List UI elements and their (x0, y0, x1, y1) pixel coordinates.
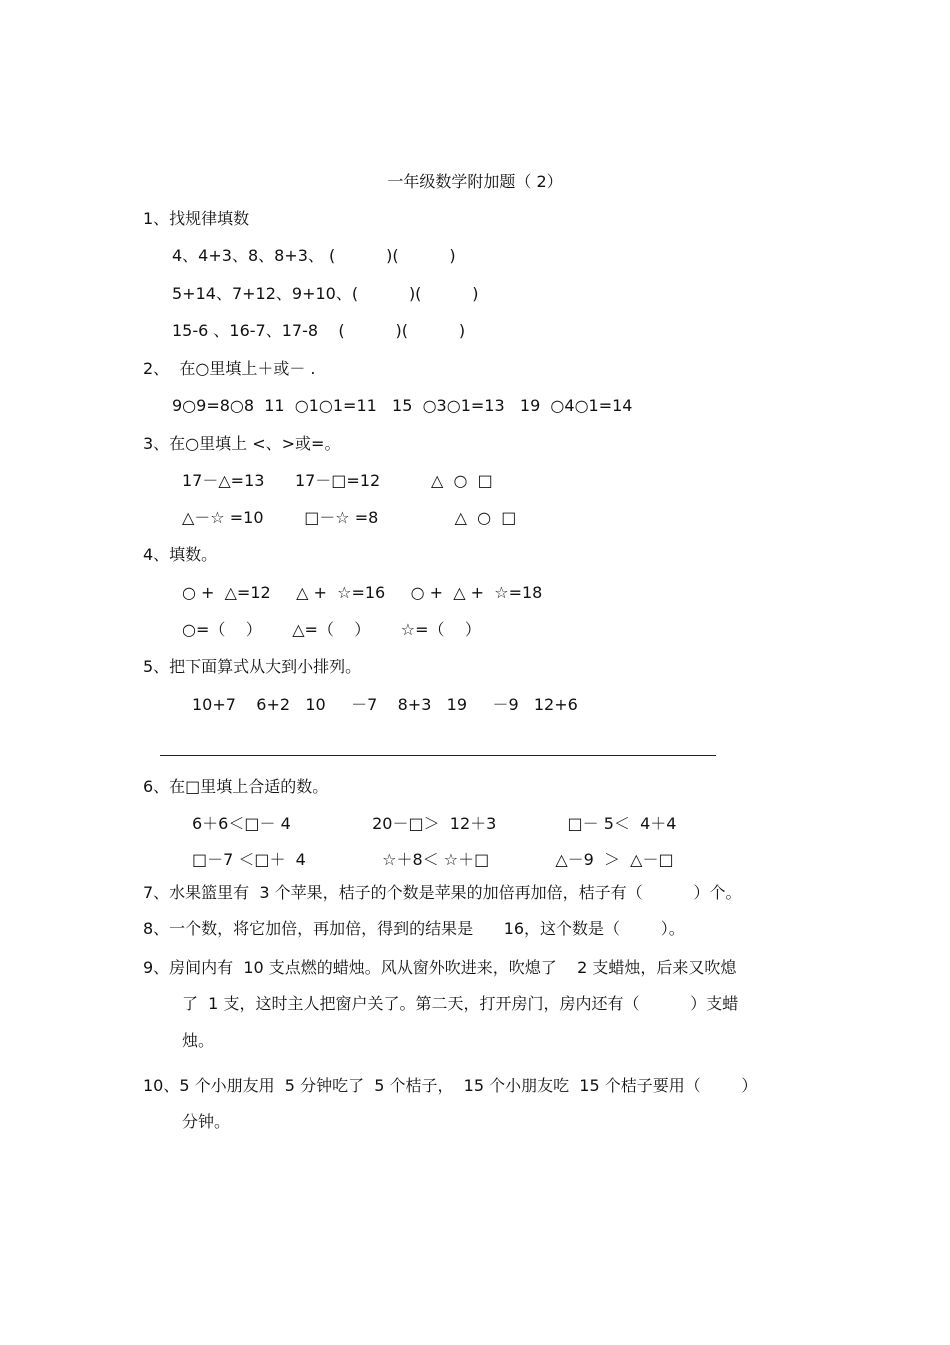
question-9-line-3: 烛。 (182, 1031, 215, 1050)
question-3-heading: 3、在○里填上 <、>或=。 (143, 434, 341, 453)
answer-line (160, 755, 716, 756)
question-6-heading: 6、在□里填上合适的数。 (143, 777, 329, 796)
question-4-line-2: ○=（ ） △=（ ） ☆=（ ） (182, 620, 481, 639)
question-5-line: 10+7 6+2 10 －7 8+3 19 －9 12+6 (192, 695, 578, 714)
question-8: 8、一个数，将它加倍，再加倍，得到的结果是 16，这个数是（ ）。 (143, 919, 685, 938)
question-1-heading: 1、找规律填数 (143, 209, 250, 228)
question-2-heading: 2、 在○里填上＋或－ . (143, 359, 316, 378)
question-10-line-2: 分钟。 (182, 1112, 231, 1131)
question-3-line-2: △－☆ =10 □－☆ =8 △ ○ □ (182, 508, 517, 527)
question-10-line-1: 10、5 个小朋友用 5 分钟吃了 5 个桔子， 15 个小朋友吃 15 个桔子要用（ ） (143, 1076, 758, 1095)
question-2-line: 9○9=8○8 11 ○1○1=11 15 ○3○1=13 19 ○4○1=14 (172, 396, 633, 415)
question-6-line-2: □－7 ＜□＋ 4 ☆＋8＜ ☆＋□ △－9 ＞ △－□ (192, 850, 674, 869)
question-4-heading: 4、填数。 (143, 545, 218, 564)
question-7: 7、水果篮里有 3 个苹果，桔子的个数是苹果的加倍再加倍，桔子有（ ）个。 (143, 883, 742, 902)
question-4-line-1: ○ + △=12 △ + ☆=16 ○ + △ + ☆=18 (182, 583, 543, 602)
question-9-line-1: 9、房间内有 10 支点燃的蜡烛。风从窗外吹进来，吹熄了 2 支蜡烛，后来又吹熄 (143, 958, 737, 977)
question-1-line-3: 15-6 、16-7、17-8 ( )( ) (172, 321, 466, 340)
question-1-line-1: 4、4+3、8、8+3、 ( )( ) (172, 246, 456, 265)
question-3-line-1: 17－△=13 17－□=12 △ ○ □ (182, 471, 493, 490)
page-title: 一年级数学附加题（ 2） (387, 172, 563, 191)
question-6-line-1: 6＋6＜□－ 4 20－□＞ 12＋3 □－ 5＜ 4＋4 (192, 814, 677, 833)
question-5-heading: 5、把下面算式从大到小排列。 (143, 657, 362, 676)
question-9-line-2: 了 1 支，这时主人把窗户关了。第二天，打开房门，房内还有（ ）支蜡 (182, 994, 739, 1013)
question-1-line-2: 5+14、7+12、9+10、( )( ) (172, 284, 479, 303)
